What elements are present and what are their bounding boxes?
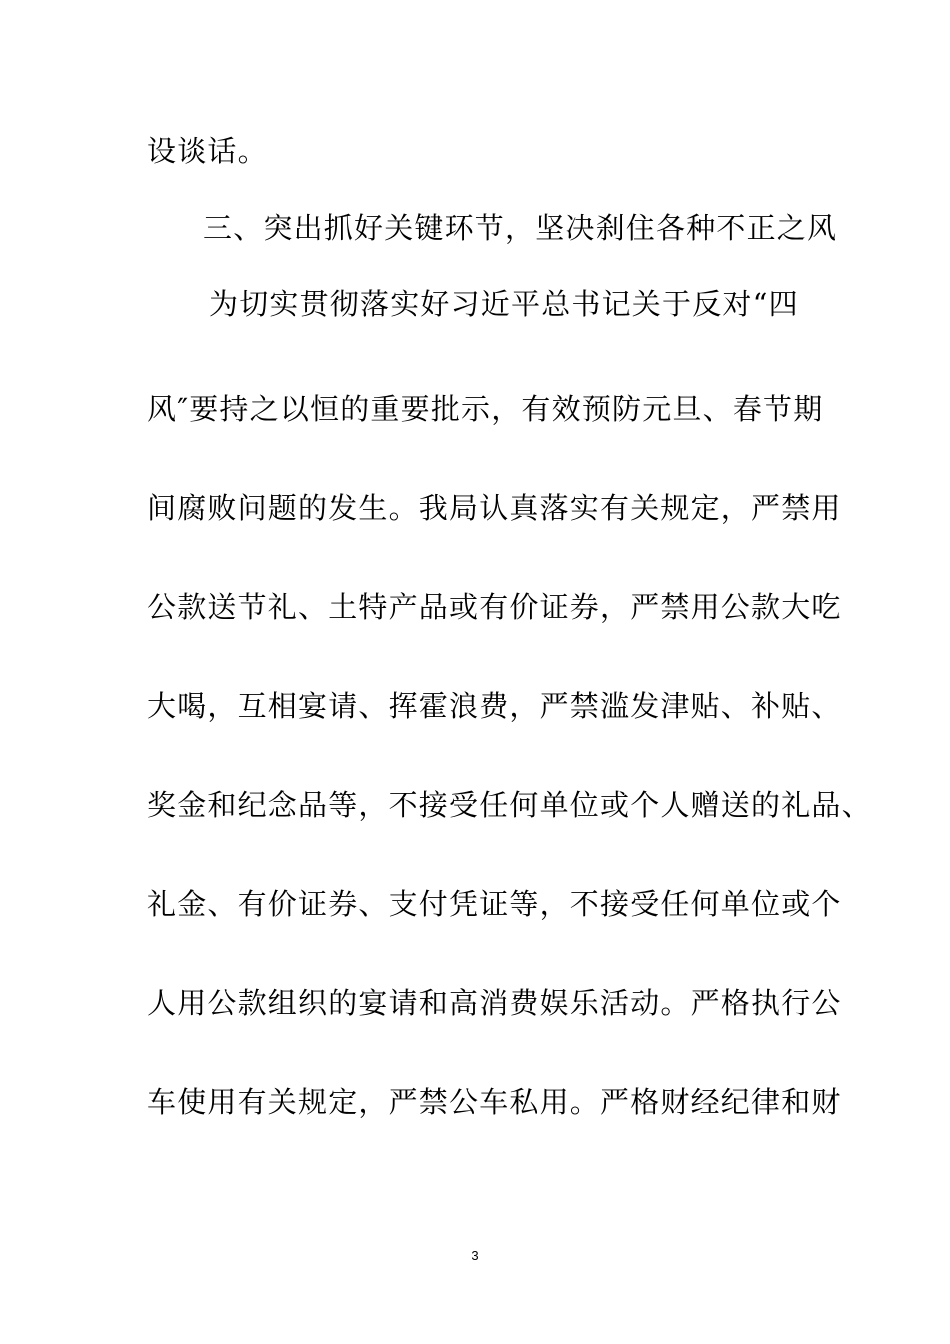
section-heading: 三、突出抓好关键环节，坚决刹住各种不正之风 [203, 211, 838, 245]
text-line: 车使用有关规定，严禁公车私用。严格财经纪律和财 [147, 1085, 842, 1119]
text-line: 间腐败问题的发生。我局认真落实有关规定，严禁用 [147, 491, 842, 525]
paragraph-first-line: 为切实贯彻落实好习近平总书记关于反对“四 [209, 287, 799, 321]
text-line: 奖金和纪念品等，不接受任何单位或个人赠送的礼品、 [147, 788, 872, 822]
text-line: 礼金、有价证券、支付凭证等，不接受任何单位或个 [147, 887, 842, 921]
page-number: 3 [471, 1248, 479, 1263]
text-line: 大喝，互相宴请、挥霍浪费，严禁滥发津贴、补贴、 [147, 689, 842, 723]
text-line: 公款送节礼、土特产品或有价证券，严禁用公款大吃 [147, 590, 842, 624]
text-line: 人用公款组织的宴请和高消费娱乐活动。严格执行公 [147, 986, 842, 1020]
text-line: 设谈话。 [147, 134, 268, 168]
text-line: 风″要持之以恒的重要批示，有效预防元旦、春节期 [147, 392, 824, 426]
